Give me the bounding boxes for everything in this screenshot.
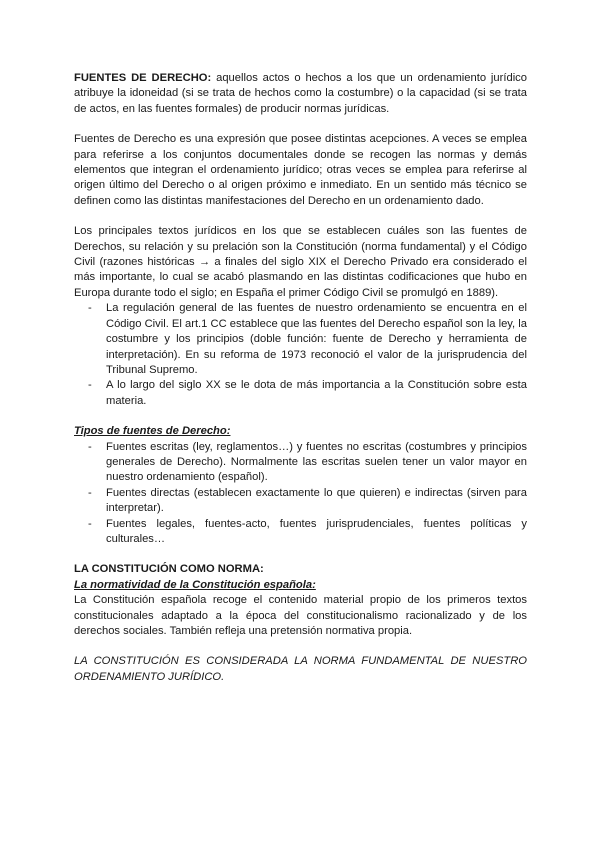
list-item: - Fuentes legales, fuentes-acto, fuentes jurisprudenciales, fuentes políticas y culturales… — [106, 517, 527, 548]
intro-term: FUENTES DE DERECHO: — [74, 72, 212, 84]
document-body — [74, 71, 527, 685]
regulacion-list — [74, 301, 527, 409]
tipos-list — [74, 440, 527, 548]
tipos-heading: Tipos de fuentes de Derecho: — [74, 425, 231, 438]
norma-fundamental-statement: LA CONSTITUCIÓN ES CONSIDERADA LA NORMA FUNDAMENTAL DE NUESTRO ORDENAMIENTO JURÍDICO. — [74, 655, 527, 683]
intro-definition: aquellos actos o hechos a los que un ordenamiento jurídico atribuye la idoneidad (si se trata de hechos como la costumbre) o la capacidad (si se trata de actos, en las fuentes formales) de producir normas jurídicas. — [74, 72, 528, 115]
textos-juridicos-paragraph: Los principales textos jurídicos en los que se establecen cuáles son las fuentes de Derechos, su relación y su prelación son la Constitución (norma fundamental) y el Código Civil (razones históricas → a finales del siglo XIX el Derecho Privado era considerado el más importante, lo cual se acabó plasmando en las distintas codificaciones que hubo en Europa durante todo el siglo; en España el primer Código Civil se promulgó en 1889). — [74, 225, 527, 299]
constitucion-heading: LA CONSTITUCIÓN COMO NORMA: — [74, 563, 264, 576]
acepciones-paragraph: Fuentes de Derecho es una expresión que posee distintas acepciones. A veces se emplea para referirse a los conjuntos documentales donde se recogen las normas y demás elementos que integran el ordenamiento jurídico; otras veces se emplea para referirse al origen último del Derecho o al origen próximo e inmediato. En un sentido más técnico se definen como las distintas manifestaciones del Derecho en un ordenamiento dado. — [74, 133, 527, 207]
list-item: - Fuentes directas (establecen exactamente lo que quieren) e indirectas (sirven para interpretar). — [106, 486, 527, 517]
list-item: - La regulación general de las fuentes de nuestro ordenamiento se encuentra en el Código Civil. El art.1 CC establece que las fuentes del Derecho español son la ley, la costumbre y los principios (doble función: fuente de Derecho y herramienta de interpretación). En su reforma de 1973 reconoció el valor de la jurisprudencia del Tribunal Supremo. — [106, 301, 527, 378]
list-item: - A lo largo del siglo XX se le dota de más importancia a la Constitución sobre esta materia. — [106, 378, 527, 409]
normatividad-subheading: La normatividad de la Constitución española: — [74, 578, 316, 591]
list-item: - Fuentes escritas (ley, reglamentos…) y fuentes no escritas (costumbres y principios generales de Derecho). Normalmente las escritas suelen tener un valor mayor en nuestro ordenamiento (español). — [106, 440, 527, 486]
intro-paragraph — [74, 71, 527, 117]
constitucion-paragraph: La Constitución española recoge el contenido material propio de los primeros textos constitucionales adaptado a la época del constitucionalismo racionalizado y de los derechos sociales. También refleja una pretensión normativa propia. — [74, 594, 527, 637]
